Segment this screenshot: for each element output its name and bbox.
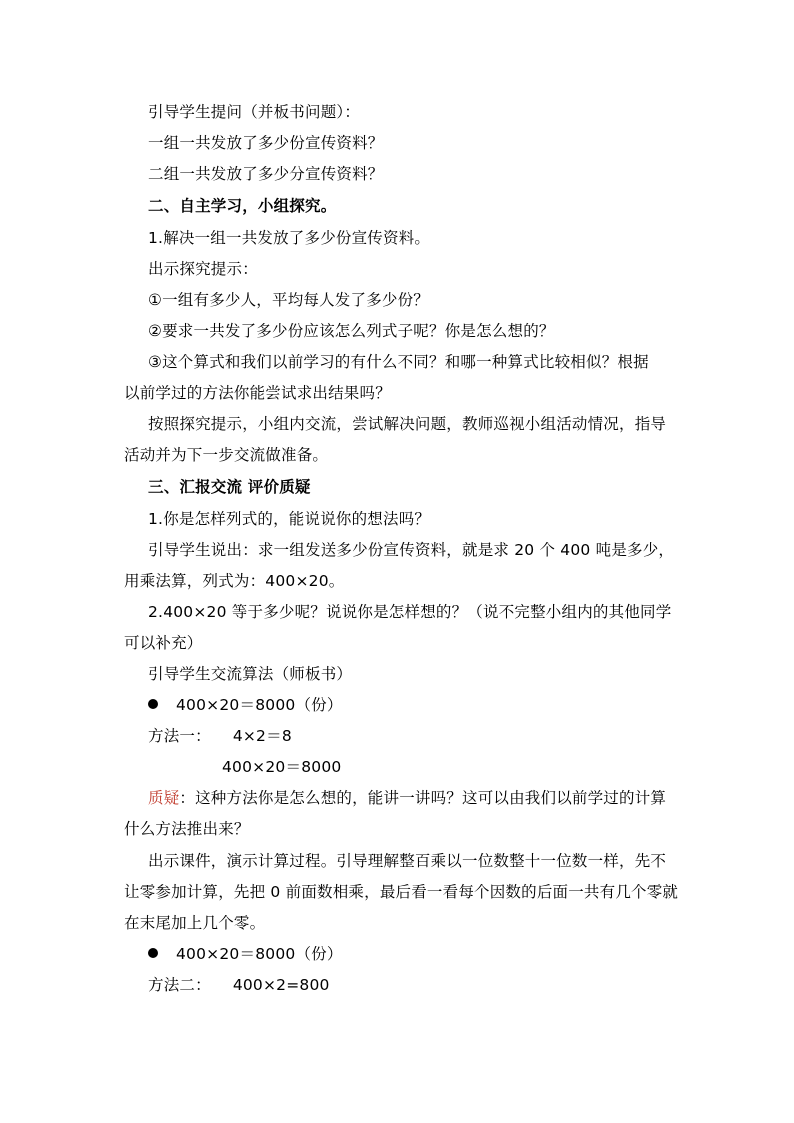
text-line: 让零参加计算，先把 0 前面数相乘，最后看一看每个因数的后面一共有几个零就	[124, 883, 679, 901]
method-label: 方法一：	[148, 727, 211, 745]
text-line: ②要求一共发了多少份应该怎么列式子呢？你是怎么想的？	[148, 322, 555, 340]
text-line: 以前学过的方法你能尝试求出结果吗？	[124, 384, 391, 402]
formula: 400×20＝8000（份）	[176, 696, 343, 714]
text-line: 出示课件，演示计算过程。引导理解整百乘以一位数整十一位数一样，先不	[148, 852, 667, 870]
formula: 400×2=800	[232, 976, 330, 994]
text-line: ①一组有多少人，平均每人发了多少份？	[148, 291, 429, 309]
text-line: 引导学生交流算法（师板书）	[148, 665, 353, 683]
text-line: 出示探究提示：	[148, 260, 258, 278]
text-line: 活动并为下一步交流做准备。	[124, 446, 329, 464]
bullet-line	[148, 695, 343, 715]
question-label: 质疑	[148, 789, 180, 807]
text-line: 1.解决一组一共发放了多少份宣传资料。	[148, 229, 431, 247]
section-heading: 三、汇报交流 评价质疑	[148, 478, 311, 496]
formula: 400×20＝8000	[222, 758, 342, 776]
text-line: 引导学生提问（并板书问题）：	[148, 103, 361, 121]
text-line: 用乘法算，列式为：400×20。	[124, 572, 345, 590]
bullet-line	[148, 944, 343, 964]
question-text: ：这种方法你是怎么想的，能讲一讲吗？这可以由我们以前学过的计算	[179, 789, 667, 807]
formula: 400×20＝8000（份）	[176, 945, 343, 963]
bullet-icon	[148, 699, 158, 709]
text-line: 可以补充）	[124, 634, 203, 652]
text-line: 2.400×20 等于多少呢？说说你是怎样想的？（说不完整小组内的其他同学	[148, 603, 672, 621]
formula: 4×2＝8	[232, 727, 292, 745]
text-line: 一组一共发放了多少份宣传资料？	[148, 134, 384, 152]
text-line: 1.你是怎样列式的，能说说你的想法吗？	[148, 510, 431, 528]
method-line	[148, 975, 330, 995]
section-heading: 二、自主学习，小组探究。	[148, 197, 337, 215]
text-line: 什么方法推出来？	[124, 820, 250, 838]
text-line: 在末尾加上几个零。	[124, 914, 266, 932]
bullet-icon	[148, 948, 158, 958]
text-line: ③这个算式和我们以前学习的有什么不同？和哪一种算式比较相似？根据	[148, 353, 649, 371]
method-label: 方法二：	[148, 976, 211, 994]
text-line: 按照探究提示，小组内交流，尝试解决问题，教师巡视小组活动情况，指导	[148, 415, 667, 433]
text-line: 二组一共发放了多少分宣传资料？	[148, 165, 384, 183]
text-line	[148, 788, 666, 808]
text-line: 引导学生说出：求一组发送多少份宣传资料，就是求 20 个 400 吨是多少，	[148, 541, 675, 559]
method-line	[148, 726, 292, 746]
